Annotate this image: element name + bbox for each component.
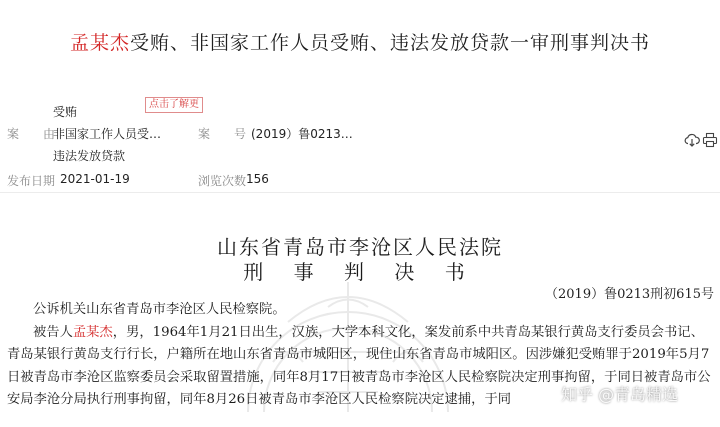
views-value: 156 bbox=[246, 172, 269, 186]
cause-line-1: 受贿 bbox=[53, 105, 78, 119]
defendant-name-inline: 孟某杰 bbox=[72, 324, 113, 340]
document-type: 刑 事 判 决 书 bbox=[243, 260, 477, 284]
paragraph-prosecutor: 公诉机关山东省青岛市李沧区人民检察院。 bbox=[33, 302, 286, 317]
cause-line-2: 非国家工作人员受… bbox=[53, 127, 162, 141]
document-title bbox=[0, 28, 720, 55]
cause-label: 案 由 bbox=[7, 127, 56, 141]
publish-date-label: 发布日期 bbox=[7, 174, 56, 188]
views-label: 浏览次数 bbox=[198, 174, 247, 188]
defendant-details: ，男，1964年1月21日出生，汉族，大学本科文化，案发前系中共青岛某银行黄岛支行委员会书记、青岛某银行黄岛支行行长，户籍所在地山东省青岛市城阳区，现住山东省青岛市城阳区。因涉嫌犯受贿罪于2019年5月7日被青岛市李沧区监察委员会采取留置措施，同年8月17日被青岛市李沧区人民检察院决定刑事拘留，于同日被青岛市公安局李沧分局执行刑事拘留，同年8月26日被青岛市李沧区人民检察院决定逮捕，于同 bbox=[7, 324, 711, 407]
defendant-prefix: 被告人 bbox=[33, 324, 73, 340]
publish-date-value: 2021-01-19 bbox=[60, 172, 130, 186]
defendant-name: 孟某杰 bbox=[69, 32, 130, 54]
cloud-download-icon[interactable] bbox=[684, 132, 700, 148]
case-no-value: (2019）鲁0213… bbox=[251, 127, 353, 141]
cause-line-3: 违法发放贷款 bbox=[53, 149, 126, 163]
court-name: 山东省青岛市李沧区人民法院 bbox=[217, 235, 503, 259]
title-rest: 受贿、非国家工作人员受贿、违法发放贷款一审刑事判决书 bbox=[130, 32, 651, 54]
case-number: （2019）鲁0213刑初615号 bbox=[545, 287, 714, 302]
divider bbox=[0, 192, 720, 193]
printer-icon[interactable] bbox=[702, 132, 718, 148]
zhihu-watermark: 知乎 @青岛精选 bbox=[561, 385, 679, 404]
case-no-label: 案 号 bbox=[198, 127, 247, 141]
expand-cause-button[interactable]: 点击了解更 bbox=[145, 97, 203, 113]
